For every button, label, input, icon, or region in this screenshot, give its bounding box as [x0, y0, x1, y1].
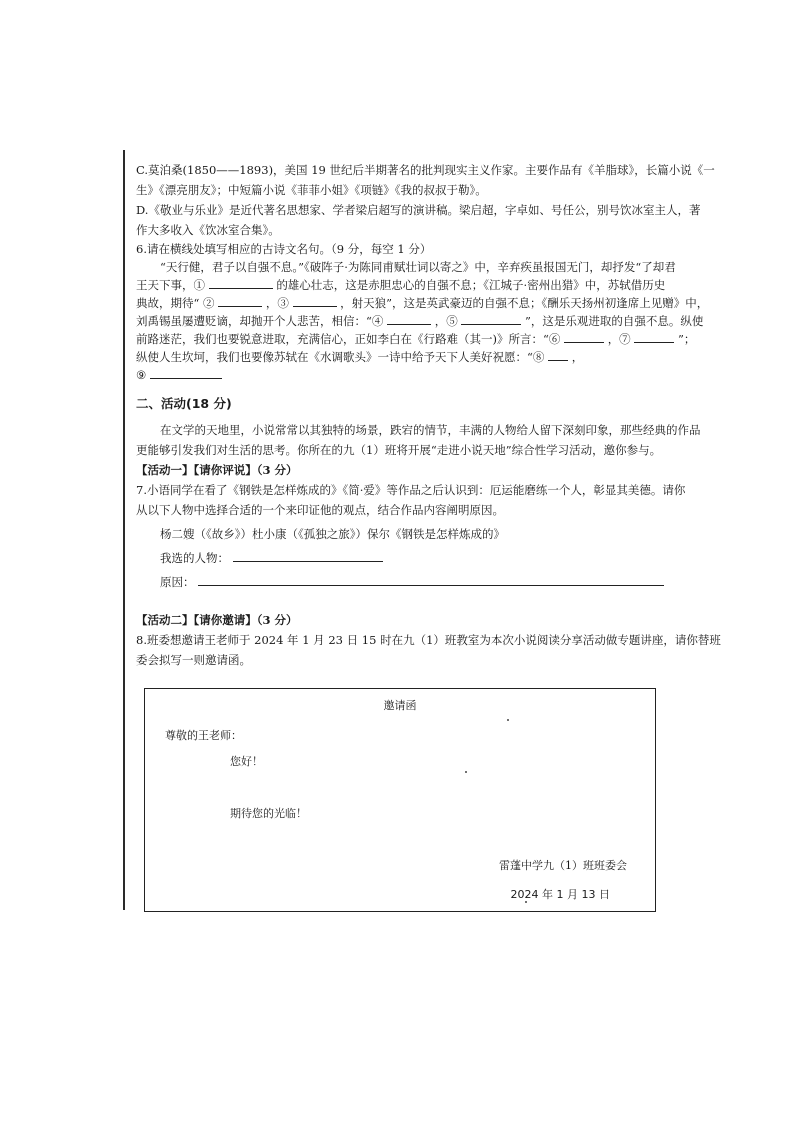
q6-line: “天行健，君子以自强不息。”《破阵子·为陈同甫赋壮词以寄之》中，辛弃疾虽报国无门，却抒发“了却君 [160, 260, 676, 274]
option-d [136, 200, 701, 240]
question-8-line: 8.班委想邀请王老师于 2024 年 1 月 23 日 15 时在九（1）班教室为本次小说阅读分享活动做专题讲座，请你替班 [136, 633, 721, 647]
q6-line [136, 294, 709, 312]
q6-text: ⑨ [136, 368, 147, 382]
option-c-line: 生》《漂亮朋友》；中短篇小说《菲菲小姐》《项链》《我的叔叔于勒》。 [136, 183, 487, 197]
page-edge-line [123, 150, 125, 910]
worksheet-content [136, 160, 721, 670]
answer-blank-3[interactable] [293, 294, 337, 307]
option-d-line: D.《敬业与乐业》是近代著名思想家、学者梁启超写的演讲稿。梁启超，字卓如、号任公，别号饮冰室主人，著 [136, 203, 701, 217]
q6-line [136, 312, 704, 330]
intro-line: 更能够引发我们对生活的思考。你所在的九（1）班将开展“走进小说天地”综合性学习活动，邀你参与。 [136, 443, 662, 457]
option-c [136, 160, 715, 200]
q6-line [136, 330, 696, 348]
activity-2-heading: 【活动二】【请你邀请】（3 分） [136, 613, 298, 627]
answer-blank-8[interactable] [548, 348, 568, 361]
question-7-line: 从以下人物中选择合适的一个来印证他的观点，结合作品内容阐明原因。 [136, 503, 504, 517]
letter-title: 邀请函 [383, 699, 417, 712]
answer-blank-6[interactable] [564, 330, 604, 343]
answer-blank-4[interactable] [387, 312, 431, 325]
question-6 [136, 240, 709, 384]
q6-text: ，⑦ [607, 332, 631, 346]
chosen-character-field[interactable] [233, 549, 383, 562]
answer-blank-2[interactable] [218, 294, 262, 307]
scan-speck [525, 901, 527, 903]
q6-text: ② [203, 296, 215, 310]
q6-text: 刘禹锡虽屡遭贬谪，却抛开个人悲苦，相信：“④ [136, 314, 384, 328]
letter-signature: 雷蓬中学九（1）班班委会 [499, 859, 627, 872]
q6-line [136, 276, 666, 294]
invitation-letter-box[interactable] [144, 688, 656, 912]
q6-text: ”； [678, 332, 696, 346]
activity-1-heading: 【活动一】【请你评说】（3 分） [136, 463, 298, 477]
option-c-line: C.莫泊桑(1850——1893)，美国 19 世纪后半期著名的批判现实主义作家。主要作品有《羊脂球》，长篇小说《一 [136, 163, 715, 177]
q6-text: 前路迷茫，我们也要锐意进取，充满信心，正如李白在《行路难（其一)》所言：“⑥ [136, 332, 561, 346]
letter-greeting: 您好！ [230, 755, 263, 768]
scan-speck [465, 771, 467, 773]
answer-blank-9[interactable] [150, 366, 222, 379]
reason-field[interactable] [198, 573, 664, 586]
letter-date: 2024 年 1 月 13 日 [510, 888, 610, 901]
q6-line [136, 366, 666, 384]
intro-line: 在文学的天地里，小说常常以其独特的场景，跌宕的情节，丰满的人物给人留下深刻印象，那些经典的作品 [160, 423, 701, 437]
question-6-prompt: 6.请在横线处填写相应的古诗文名句。（9 分，每空 1 分） [136, 242, 432, 256]
option-d-line: 作大多收入《饮冰室合集》。 [136, 223, 280, 237]
answer-blank-1[interactable] [209, 276, 273, 289]
q6-text: 典故，期待“ [136, 296, 200, 310]
character-choices: 杨二嫂（《故乡》）杜小康（《孤独之旅》）保尔《钢铁是怎样炼成的》 [160, 527, 505, 541]
reason-row [136, 572, 666, 592]
question-8-line: 委会拟写一则邀请函。 [136, 653, 251, 667]
q6-text: 纵使人生坎坷，我们也要像苏轼在《水调歌头》一诗中给予天下人美好祝愿：“⑧ [136, 350, 545, 364]
answer-blank-5[interactable] [461, 312, 521, 325]
scan-speck [507, 719, 509, 721]
letter-salutation: 尊敬的王老师： [165, 729, 242, 742]
reason-label: 原因： [160, 575, 195, 589]
q6-text: ，③ [265, 296, 289, 310]
q6-text: ，射天狼”，这是英武豪迈的自强不息；《酬乐天扬州初逢席上见赠》中， [340, 296, 709, 310]
chosen-character-row [136, 548, 666, 568]
question-7-line: 7.小语同学在看了《钢铁是怎样炼成的》《简·爱》等作品之后认识到：厄运能磨练一个人，彰显其美德。请你 [136, 483, 686, 497]
q6-text: ”，这是乐观进取的自强不息。纵使 [525, 314, 704, 328]
q6-text: ，⑤ [434, 314, 458, 328]
chosen-character-label: 我选的人物： [160, 551, 229, 565]
section-heading: 二、活动(18 分) [136, 396, 232, 411]
q6-text: 的雄心壮志，这是赤胆忠心的自强不息；《江城子·密州出猎》中，苏轼借历史 [276, 278, 666, 292]
letter-closing: 期待您的光临！ [230, 807, 307, 820]
q6-text: 王天下事，① [136, 278, 205, 292]
q6-text: ， [571, 350, 584, 364]
answer-blank-7[interactable] [634, 330, 674, 343]
q6-line [136, 348, 666, 366]
